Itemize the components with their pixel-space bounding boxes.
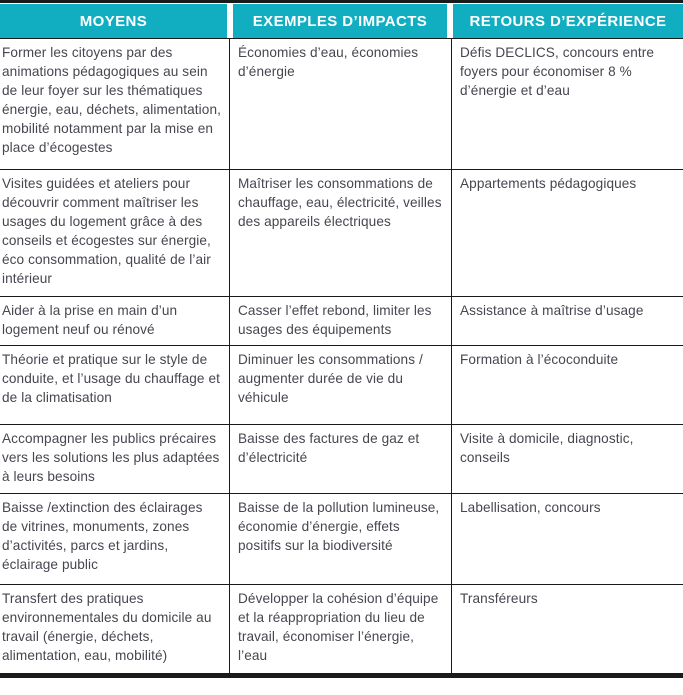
column-header-exemples-impacts: EXEMPLES D’IMPACTS [233,4,447,38]
cell-moyens: Accompagner les publics précaires vers les solutions les plus adaptées à leurs besoins [0,425,230,493]
table-row [0,346,683,425]
cell-moyens: Aider à la prise en main d’un logement neuf ou rénové [0,297,230,345]
table-row [0,494,683,585]
cell-retours: Visite à domicile, diagnostic, conseils [460,431,634,465]
table-row [0,585,683,673]
cell-retours: Appartements pédagogiques [460,176,637,191]
cell-impacts: Maîtriser les consommations de chauffage, eau, électricité, veilles des appareils électriques [230,170,452,296]
cell-impacts: Diminuer les consommations / augmenter durée de vie du véhicule [230,346,452,424]
column-header-moyens: MOYENS [0,4,227,38]
cell-moyens: Baisse /extinction des éclairages de vitrines, monuments, zones d’activités, parcs et jardins, éclairage public [0,494,230,584]
cell-retours: Transféreurs [460,591,538,606]
cell-impacts: Baisse de la pollution lumineuse, économie d’énergie, effets positifs sur la biodiversité [230,494,452,584]
cell-retours: Assistance à maîtrise d’usage [460,303,644,318]
cell-retours: Labellisation, concours [460,500,601,515]
table-header-row [0,4,683,39]
cell-moyens: Former les citoyens par des animations pédagogiques au sein de leur foyer sur les thématiques énergie, eau, déchets, alimentation, mobilité notamment par la mise en place d’écogestes [0,39,230,169]
cell-moyens: Transfert des pratiques environnementales du domicile au travail (énergie, déchets, alimentation, eau, mobilité) [0,585,230,673]
cell-retours: Formation à l’écoconduite [460,352,619,367]
table-row [0,297,683,346]
table-row [0,425,683,494]
cell-impacts: Baisse des factures de gaz et d’électricité [230,425,452,493]
cell-moyens: Théorie et pratique sur le style de conduite, et l’usage du chauffage et de la climatisation [0,346,230,424]
cell-impacts: Casser l’effet rebond, limiter les usages des équipements [230,297,452,345]
cell-moyens: Visites guidées et ateliers pour découvrir comment maîtriser les usages du logement grâce à des conseils et écogestes sur énergie, éco consommation, qualité de l’air intérieur [0,170,230,296]
cell-impacts: Développer la cohésion d’équipe et la réappropriation du lieu de travail, économiser l’énergie, l’eau [230,585,452,673]
cell-impacts: Économies d’eau, économies d’énergie [230,39,452,169]
table-row [0,39,683,170]
table-row [0,170,683,297]
cell-retours: Défis DECLICS, concours entre foyers pour économiser 8 % d’énergie et d’eau [460,45,655,98]
column-header-retours-experience: RETOURS D’EXPÉRIENCE [453,4,683,38]
